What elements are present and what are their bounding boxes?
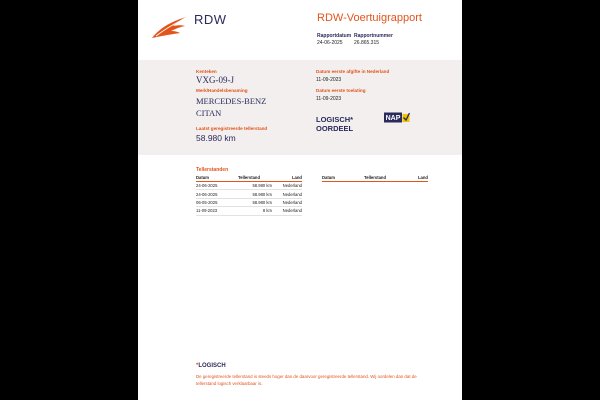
first-nl-label: Datum eerste afgifte in Nederland xyxy=(316,69,390,74)
verdict-line-2: OORDEEL xyxy=(316,124,354,133)
report-number xyxy=(354,33,393,47)
row-date: 24-06-2025 xyxy=(196,190,238,198)
col-odometer-header: Tellerstand xyxy=(238,174,278,182)
readings-header-row xyxy=(196,174,302,182)
note-title-text: LOGISCH xyxy=(198,363,226,369)
readings-table-continued xyxy=(322,174,428,182)
col-country-header: Land xyxy=(404,174,428,182)
make-label: Merk/Handelsbenaming xyxy=(196,88,248,93)
vehicle-summary-panel xyxy=(138,60,462,155)
verdict xyxy=(316,115,353,133)
readings-table xyxy=(196,174,302,216)
report-date xyxy=(317,33,351,47)
col-odometer-header: Tellerstand xyxy=(364,174,404,182)
report-number-label: Rapportnummer xyxy=(354,33,393,39)
plate-value: VXG-09-J xyxy=(196,75,234,85)
plate-label: Kenteken xyxy=(196,69,217,74)
note-text: De geregistreerde tellerstand is steeds hoger dan de daarvoor geregistreerde tellerstand. Wij oordelen dan dat de tellerstand logisch verklaarbaar is. xyxy=(196,374,417,386)
note-star: * xyxy=(196,363,199,369)
row-odometer: 58.980 km xyxy=(238,198,278,206)
row-odometer: 58.980 km xyxy=(238,182,278,190)
nap-check-icon xyxy=(384,112,410,123)
first-admission-label: Datum eerste toelating xyxy=(316,88,366,93)
table-row xyxy=(196,198,302,206)
note-title xyxy=(196,363,226,369)
make-value: MERCEDES-BENZ xyxy=(196,96,267,106)
row-odometer: 58.980 km xyxy=(238,190,278,198)
report-page xyxy=(138,0,462,400)
brand-name: RDW xyxy=(194,12,227,27)
row-country: Nederland xyxy=(278,207,302,215)
row-country: Nederland xyxy=(278,182,302,190)
first-admission-value: 11-09-2023 xyxy=(316,96,342,102)
row-date: 24-06-2025 xyxy=(196,182,238,190)
row-date: 06-05-2025 xyxy=(196,198,238,206)
readings-title: Tellerstanden xyxy=(196,167,229,173)
col-date-header: Datum xyxy=(196,174,238,182)
table-row xyxy=(196,182,302,190)
col-date-header: Datum xyxy=(322,174,364,182)
odometer-label: Laatst geregistreerde tellerstand xyxy=(196,126,268,131)
row-country: Nederland xyxy=(278,198,302,206)
first-nl-value: 11-09-2023 xyxy=(316,77,342,83)
table-row xyxy=(196,190,302,198)
model-value: CITAN xyxy=(196,108,222,118)
row-odometer: 8 km xyxy=(238,207,278,215)
report-date-value: 24-06-2025 xyxy=(317,40,343,46)
row-date: 11-09-2023 xyxy=(196,207,238,215)
table-row xyxy=(196,207,302,215)
report-title: RDW-Voertuigrapport xyxy=(317,12,422,24)
col-country-header: Land xyxy=(278,174,302,182)
nap-letters: NAP xyxy=(385,115,401,122)
odometer-value: 58.980 km xyxy=(196,133,236,143)
report-number-value: 26.865.315 xyxy=(354,40,380,46)
readings-header-row xyxy=(322,174,428,182)
verdict-line-1: LOGISCH* xyxy=(316,115,354,124)
rdw-wing-logo-icon xyxy=(150,14,188,40)
row-country: Nederland xyxy=(278,190,302,198)
report-date-label: Rapportdatum xyxy=(317,33,352,39)
